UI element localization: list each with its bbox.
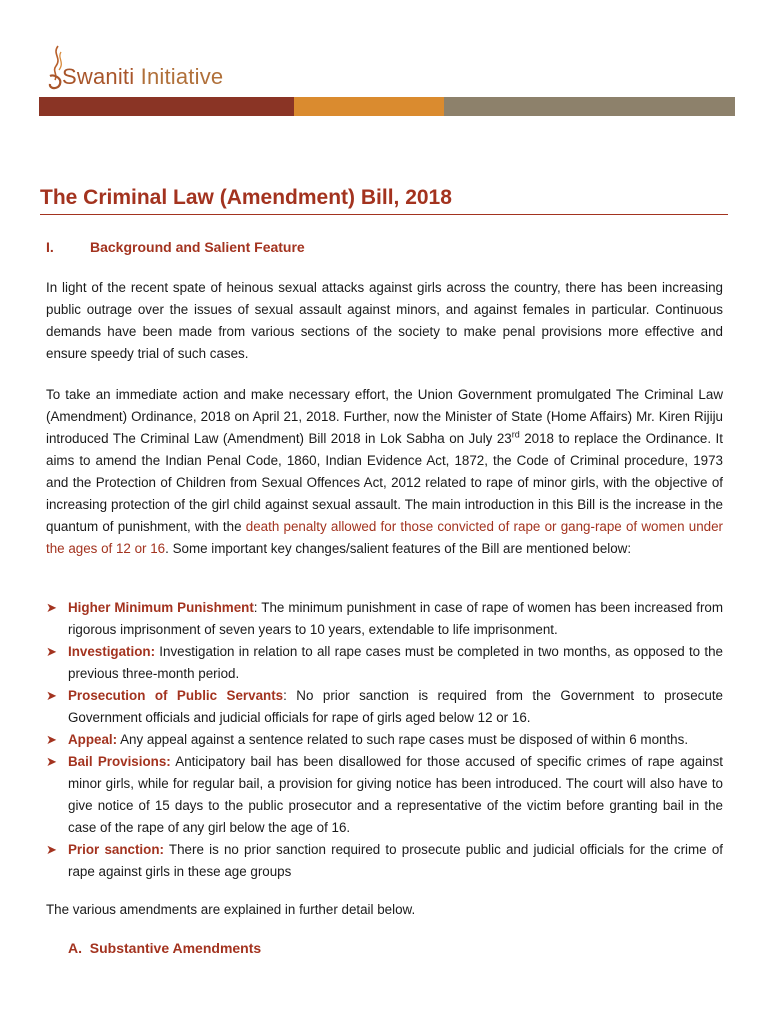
arrow-bullet-icon: ➤ (46, 644, 57, 659)
bullet-term: Higher Minimum Punishment (68, 600, 254, 615)
bullet-term: Investigation: (68, 644, 156, 659)
paragraph-text: 2018 to replace the Ordinance. It aims to amend the Indian Penal Code, 1860, Indian Evidence Act, 1872, the Code of Criminal procedure, 1973 and the Protection of Children from Sexual Offences Act, 2012 related to rape of minor girls, with the objective of increasing protection of the girl child against sexual assault. The main introduction in this Bill is the increase in the quantum of punishment, with the (46, 431, 723, 534)
paragraph-intro: In light of the recent spate of heinous sexual attacks against girls across the country, there has been increasing public outrage over the issues of sexual assault against minors, and against females in particular. Continuous demands have been made from various sections of the society to make penal provisions more effective and ensure speedy trial of such cases. (46, 280, 723, 361)
paragraph-text: . Some important key changes/salient features of the Bill are mentioned below: (165, 541, 632, 556)
header-bar-red (39, 97, 294, 116)
list-item (46, 839, 723, 883)
bullet-term: Appeal: (68, 732, 118, 747)
arrow-bullet-icon: ➤ (46, 600, 57, 615)
bullet-term: Prior sanction: (68, 842, 164, 857)
logo-text (62, 66, 223, 88)
list-item (46, 729, 723, 751)
paragraph-text: To take an immediate action and make necessary effort, the Union Government promulgated The Criminal Law (Amendment) Ordinance, 2018 on April 21, 2018. Further, now the Minister of State (Home Affairs) Mr. Kiren Rijiju introduced The Criminal Law (Amendment) Bill 2018 in Lok Sabha on July 23 (46, 387, 723, 446)
highlighted-text: death penalty allowed for those convicted of rape or gang-rape of women under the ages of 12 or 16 (46, 519, 724, 556)
bullet-term: Bail Provisions: (68, 754, 171, 769)
bullet-text: Anticipatory bail has been disallowed for those accused of specific crimes of rape against minor girls, while for regular bail, a provision for giving notice has been introduced. The court will also have to give notice of 15 days to the public prosecutor and a representative of the victim before granting bail in the case of the rape of any girl below the age of 16. (68, 754, 723, 835)
list-item (46, 641, 723, 685)
salient-features-list (46, 597, 723, 883)
superscript: rd (511, 429, 520, 440)
bullet-text: Any appeal against a sentence related to such rape cases must be disposed of within 6 months. (117, 732, 689, 747)
arrow-bullet-icon: ➤ (46, 732, 57, 747)
arrow-bullet-icon: ➤ (46, 842, 57, 857)
bullet-text: There is no prior sanction required to prosecute public and judicial officials for the crime of rape against girls in these age groups (68, 842, 723, 879)
paragraph-further-detail: The various amendments are explained in further detail below. (46, 902, 416, 917)
bullet-text: The minimum punishment in case of rape of women has been increased from rigorous imprisonment of seven years to 10 years, extendable to life imprisonment. (68, 600, 724, 637)
header-color-bars (39, 97, 735, 116)
bullet-text: Investigation in relation to all rape cases must be completed in two months, as opposed to the previous three-month period. (68, 644, 723, 681)
arrow-bullet-icon: ➤ (46, 688, 57, 703)
section-number: A. (68, 940, 82, 956)
bullet-term: Prosecution of Public Servants (68, 688, 284, 703)
document-title: The Criminal Law (Amendment) Bill, 2018 (40, 184, 728, 215)
header-bar-orange (294, 97, 444, 116)
section-heading-substantive (68, 940, 261, 956)
bullet-text: No prior sanction is required from the Government to prosecute Government officials and judicial officials for rape of girls aged below 12 or 16. (68, 688, 723, 725)
logo-suffix: Initiative (140, 64, 224, 89)
list-item (46, 751, 723, 839)
logo-brand: Swaniti (62, 64, 135, 89)
header-bar-gray (444, 97, 735, 116)
list-item (46, 685, 723, 729)
bullet-sep: : (253, 600, 258, 615)
section-number: I. (46, 239, 54, 255)
section-title: Substantive Amendments (89, 940, 262, 956)
section-heading-background (46, 239, 305, 255)
bullet-sep: : (283, 688, 287, 703)
section-title: Background and Salient Feature (90, 239, 305, 255)
arrow-bullet-icon: ➤ (46, 754, 57, 769)
swaniti-logo (46, 44, 223, 92)
list-item (46, 597, 723, 641)
paragraph-ordinance (46, 384, 723, 560)
